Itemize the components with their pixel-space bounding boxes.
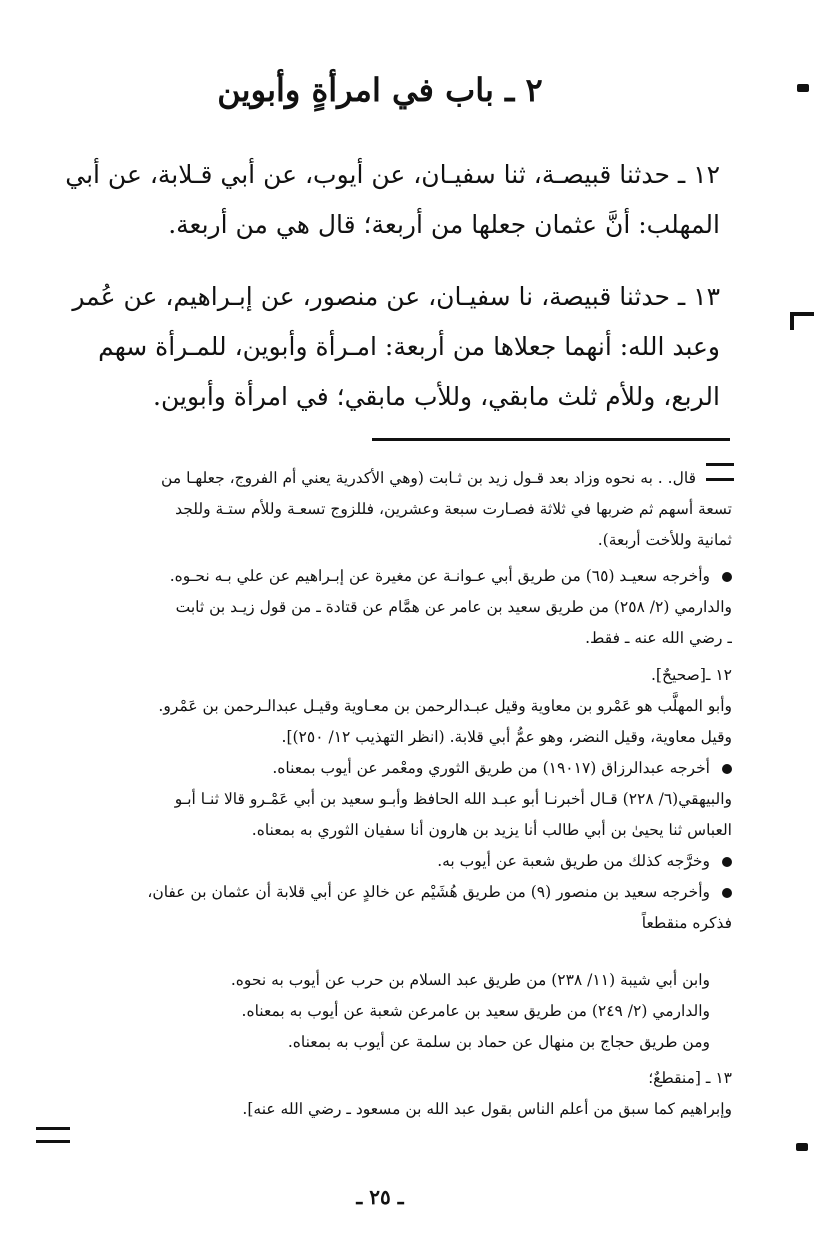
footnote-line: وقيل معاوية، وقيل النضر، وهو عمُّ أبي قلابة. (انظر التهذيب ١٢/ ٢٥٠)]. <box>281 728 732 746</box>
footnote-line: وأخرجه سعيـد (٦٥) من طريق أبي عـوانـة عن مغيرة عن إبـراهيم عن علي بـه نحـوه. <box>30 561 732 592</box>
margin-mark <box>796 1143 808 1151</box>
footnote-continuation <box>30 463 732 556</box>
footnote-line: العباس ثنا يحيىٰ بن أبي طالب أنا يزيد بن هارون أنا سفيان الثوري به بمعناه. <box>251 821 732 839</box>
footnote-line: ـ رضي الله عنه ـ فقط. <box>585 629 732 647</box>
bullet-icon <box>722 888 732 898</box>
footnote-line: وأبو المهلَّب هو عَمْرو بن معاوية وقيل عبـدالرحمن بن معـاوية وقيـل عبدالـرحمن بن عَمْرو. <box>158 697 732 715</box>
hadith-13 <box>20 272 720 422</box>
hadith-13-line-2: وعبد الله: أنهما جعلاها من أربعة: امـرأة وأبوين، للمـرأة سهم <box>98 332 720 361</box>
footnote-line: فذكره منقطعاً <box>641 914 732 932</box>
bullet-icon <box>722 857 732 867</box>
footnote-line: والدارمي (٢/ ٢٤٩) من طريق سعيد بن عامرعن شعبة عن أيوب به بمعناه. <box>241 1002 710 1020</box>
footnote-line: وابن أبي شيبة (١١/ ٢٣٨) من طريق عبد السلام بن حرب عن أيوب به نحوه. <box>230 971 710 989</box>
footnote-line: ثمانية وللأخت أربعة). <box>597 531 732 549</box>
footnote-line: والدارمي (٢/ ٢٥٨) من طريق سعيد بن عامر عن همَّام عن قتادة ـ من قول زيـد بن ثابت <box>175 598 732 616</box>
hadith-12-line-1: ١٢ ـ حدثنا قبيصـة، ثنا سفيـان، عن أيوب، عن أبي قـلابة، عن أبي <box>65 160 720 189</box>
footnote-line: وأخرجه سعيد بن منصور (٩) من طريق هُشَيْم عن خالدٍ عن أبي قلابة أن عثمان بن عفان، <box>30 877 732 908</box>
footnote-line: وخرَّجه كذلك من طريق شعبة عن أيوب به. <box>30 846 732 877</box>
footnote-separator <box>372 438 730 441</box>
footnote-saeed <box>30 561 732 654</box>
footnote-line: وإبراهيم كما سبق من أعلم الناس بقول عبد الله بن مسعود ـ رضي الله عنه]. <box>242 1100 732 1118</box>
page-number: ـ ٢٥ ـ <box>356 1185 404 1209</box>
footnote-line: والبيهقي(٦/ ٢٢٨) قـال أخبرنـا أبو عبـد الله الحافظ وأبـو سعيد بن أبي عَمْـرو قالا ثنـا أبـو <box>174 790 732 808</box>
hadith-12 <box>20 150 720 250</box>
footnote-number: ١٢ ـ[صحيحٌ]. <box>651 666 732 684</box>
margin-mark <box>790 312 814 330</box>
footnote-13 <box>30 1063 732 1125</box>
chapter-title: ٢ ـ باب في امرأةٍ وأبوين <box>217 71 543 109</box>
footnote-number: ١٣ ـ [منقطعٌ؛ <box>648 1069 732 1087</box>
end-mark <box>36 1127 70 1143</box>
footnote-12 <box>30 660 732 939</box>
hadith-13-line-1: ١٣ ـ حدثنا قبيصة، نا سفيـان، عن منصور، عن إبـراهيم، عن عُمر <box>72 282 720 311</box>
bullet-icon <box>722 572 732 582</box>
hadith-13-line-3: الربع، وللأم ثلث مابقي، وللأب مابقي؛ في امرأة وأبوين. <box>153 382 720 411</box>
footnote-line: ومن طريق حجاج بن منهال عن حماد بن سلمة عن أيوب به بمعناه. <box>287 1033 710 1051</box>
footnote-line: أخرجه عبدالرزاق (١٩٠١٧) من طريق الثوري ومعْمر عن أيوب بمعناه. <box>30 753 732 784</box>
footnote-12-sources <box>150 965 710 1058</box>
footnote-line: قال. . به نحوه وزاد بعد قـول زيد بن ثـابت (وهي الأكدرية يعني أم الفروج، جعلهـا من <box>161 469 696 487</box>
hadith-12-line-2: المهلب: أنَّ عثمان جعلها من أربعة؛ قال هي من أربعة. <box>168 210 720 239</box>
bullet-icon <box>722 764 732 774</box>
margin-mark <box>797 84 809 92</box>
footnote-line: تسعة أسهم ثم ضربها في ثلاثة فصـارت سبعة وعشرين، فللزوج تسعـة وللأم ستـة وللجد <box>175 500 732 518</box>
